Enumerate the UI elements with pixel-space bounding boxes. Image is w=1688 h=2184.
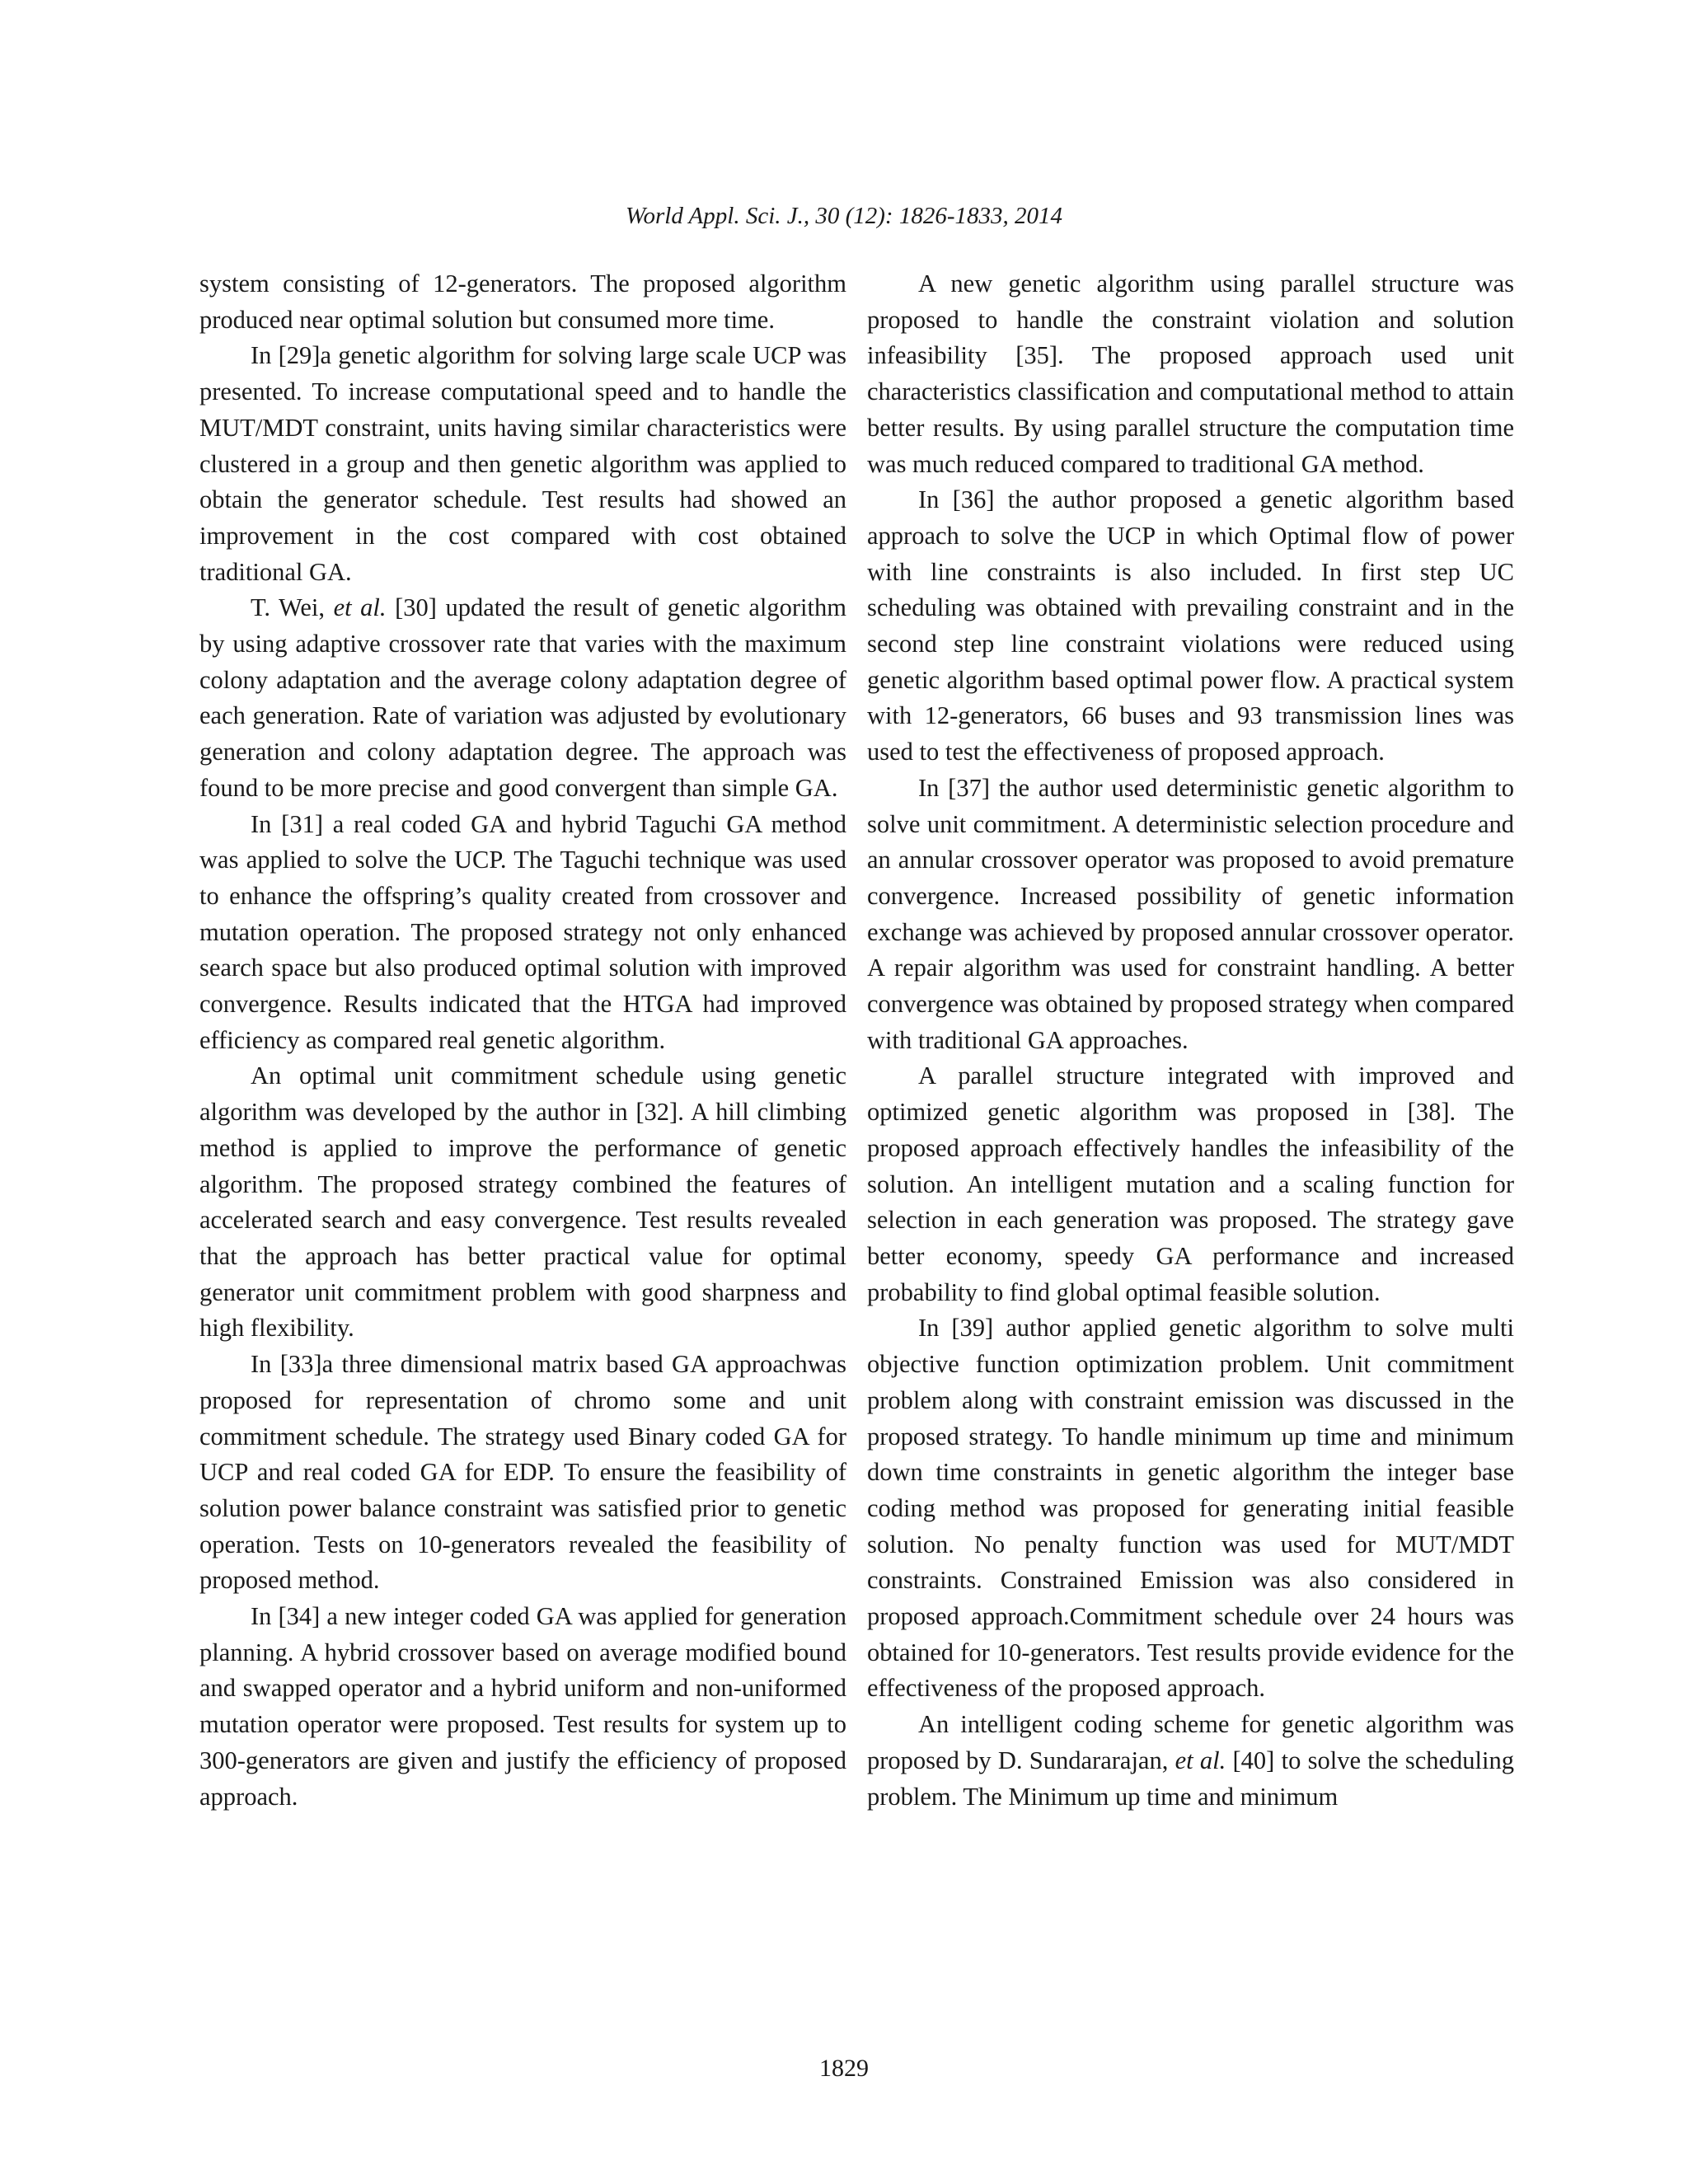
paragraph: In [29]a genetic algorithm for solving large scale UCP was presented. To increase computational speed and to handle the MUT/MDT constraint, units having similar characteristics were clustered in a group and then genetic algorithm was applied to obtain the generator schedule. Test results had showed an improvement in the cost compared with cost obtained traditional GA. <box>199 341 846 586</box>
paragraph: In [36] the author proposed a genetic algorithm based approach to solve the UCP in which Optimal flow of power with line constraints is also included. In first step UC scheduling was obtained with prevailing constraint and in the second step line constraint violations were reduced using genetic algorithm based optimal power flow. A practical system with 12-generators, 66 buses and 93 transmission lines was used to test the effectiveness of proposed approach. <box>867 485 1514 766</box>
paragraph: A new genetic algorithm using parallel structure was proposed to handle the constraint violation and solution infeasibility [35]. The proposed approach used unit characteristics classification and computational method to attain better results. By using parallel structure the computation time was much reduced compared to traditional GA method. <box>867 269 1514 478</box>
running-head: World Appl. Sci. J., 30 (12): 1826-1833, 2014 <box>625 203 1062 229</box>
paragraph: In [39] author applied genetic algorithm to solve multi objective function optimization problem. Unit commitment problem along with constraint emission was discussed in the proposed strategy. To handle minimum up time and minimum down time constraints in genetic algorithm the integer base coding method was proposed for generating initial feasible solution. No penalty function was used for MUT/MDT constraints. Constrained Emission was also considered in proposed approach.Commitment schedule over 24 hours was obtained for 10-generators. Test results provide evidence for the effectiveness of the proposed approach. <box>867 1314 1514 1703</box>
paragraph: In [37] the author used deterministic genetic algorithm to solve unit commitment. A deterministic selection procedure and an annular crossover operator was proposed to avoid premature convergence. Increased possibility of genetic information exchange was achieved by proposed annular crossover operator. A repair algorithm was used for constraint handling. A better convergence was obtained by proposed strategy when compared with traditional GA approaches. <box>867 773 1514 1054</box>
paragraph: An optimal unit commitment schedule using genetic algorithm was developed by the author in [32]. A hill climbing method is applied to improve the performance of genetic algorithm. The proposed strategy combined the features of accelerated search and easy convergence. Test results revealed that the approach has better practical value for optimal generator unit commitment problem with good sharpness and high flexibility. <box>199 1062 846 1343</box>
paragraph: In [31] a real coded GA and hybrid Taguchi GA method was applied to solve the UCP. The Taguchi technique was used to enhance the offspring’s quality created from crossover and mutation operation. The proposed strategy not only enhanced search space but also produced optimal solution with improved convergence. Results indicated that the HTGA had improved efficiency as compared real genetic algorithm. <box>199 809 846 1054</box>
paragraph: A parallel structure integrated with improved and optimized genetic algorithm was proposed in [38]. The proposed approach effectively handles the infeasibility of the solution. An intelligent mutation and a scaling function for selection in each generation was proposed. The strategy gave better economy, speedy GA performance and increased probability to find global optimal feasible solution. <box>867 1062 1514 1306</box>
paragraph: In [34] a new integer coded GA was applied for generation planning. A hybrid crossover based on average modified bound and swapped operator and a hybrid uniform and non-uniformed mutation operator were proposed. Test results for system up to 300-generators are given and justify the efficiency of proposed approach. <box>199 1602 846 1811</box>
et-al-italic: et al. <box>1175 1746 1226 1774</box>
paragraph: In [33]a three dimensional matrix based GA approachwas proposed for representation of chromo some and unit commitment schedule. The strategy used Binary coded GA for UCP and real coded GA for EDP. To ensure the feasibility of solution power balance constraint was satisfied prior to genetic operation. Tests on 10-generators revealed the feasibility of proposed method. <box>199 1350 846 1595</box>
paragraph-sundararajan <box>867 1707 1514 1815</box>
page-number: 1829 <box>819 2055 869 2082</box>
paragraph-text: [30] updated the result of genetic algorithm by using adaptive crossover rate that varies with the maximum colony adaptation and the average colony adaptation degree of each generation. Rate of variation was adjusted by evolutionary generation and colony adaptation degree. The approach was found to be more precise and good convergent than simple GA. <box>199 593 846 802</box>
et-al-italic: et al. <box>333 593 387 622</box>
right-column <box>867 266 1514 1815</box>
paragraph: system consisting of 12-generators. The proposed algorithm produced near optimal solution but consumed more time. <box>199 269 846 334</box>
paragraph-text: T. Wei, <box>251 593 334 622</box>
paragraph-text: An intelligent coding scheme for genetic algorithm was proposed by D. Sundararajan, <box>867 1710 1514 1774</box>
paragraph-wei <box>199 590 846 806</box>
paragraph-text: [40] to solve the scheduling problem. The Minimum up time and minimum <box>867 1746 1514 1811</box>
left-column <box>199 266 846 1815</box>
